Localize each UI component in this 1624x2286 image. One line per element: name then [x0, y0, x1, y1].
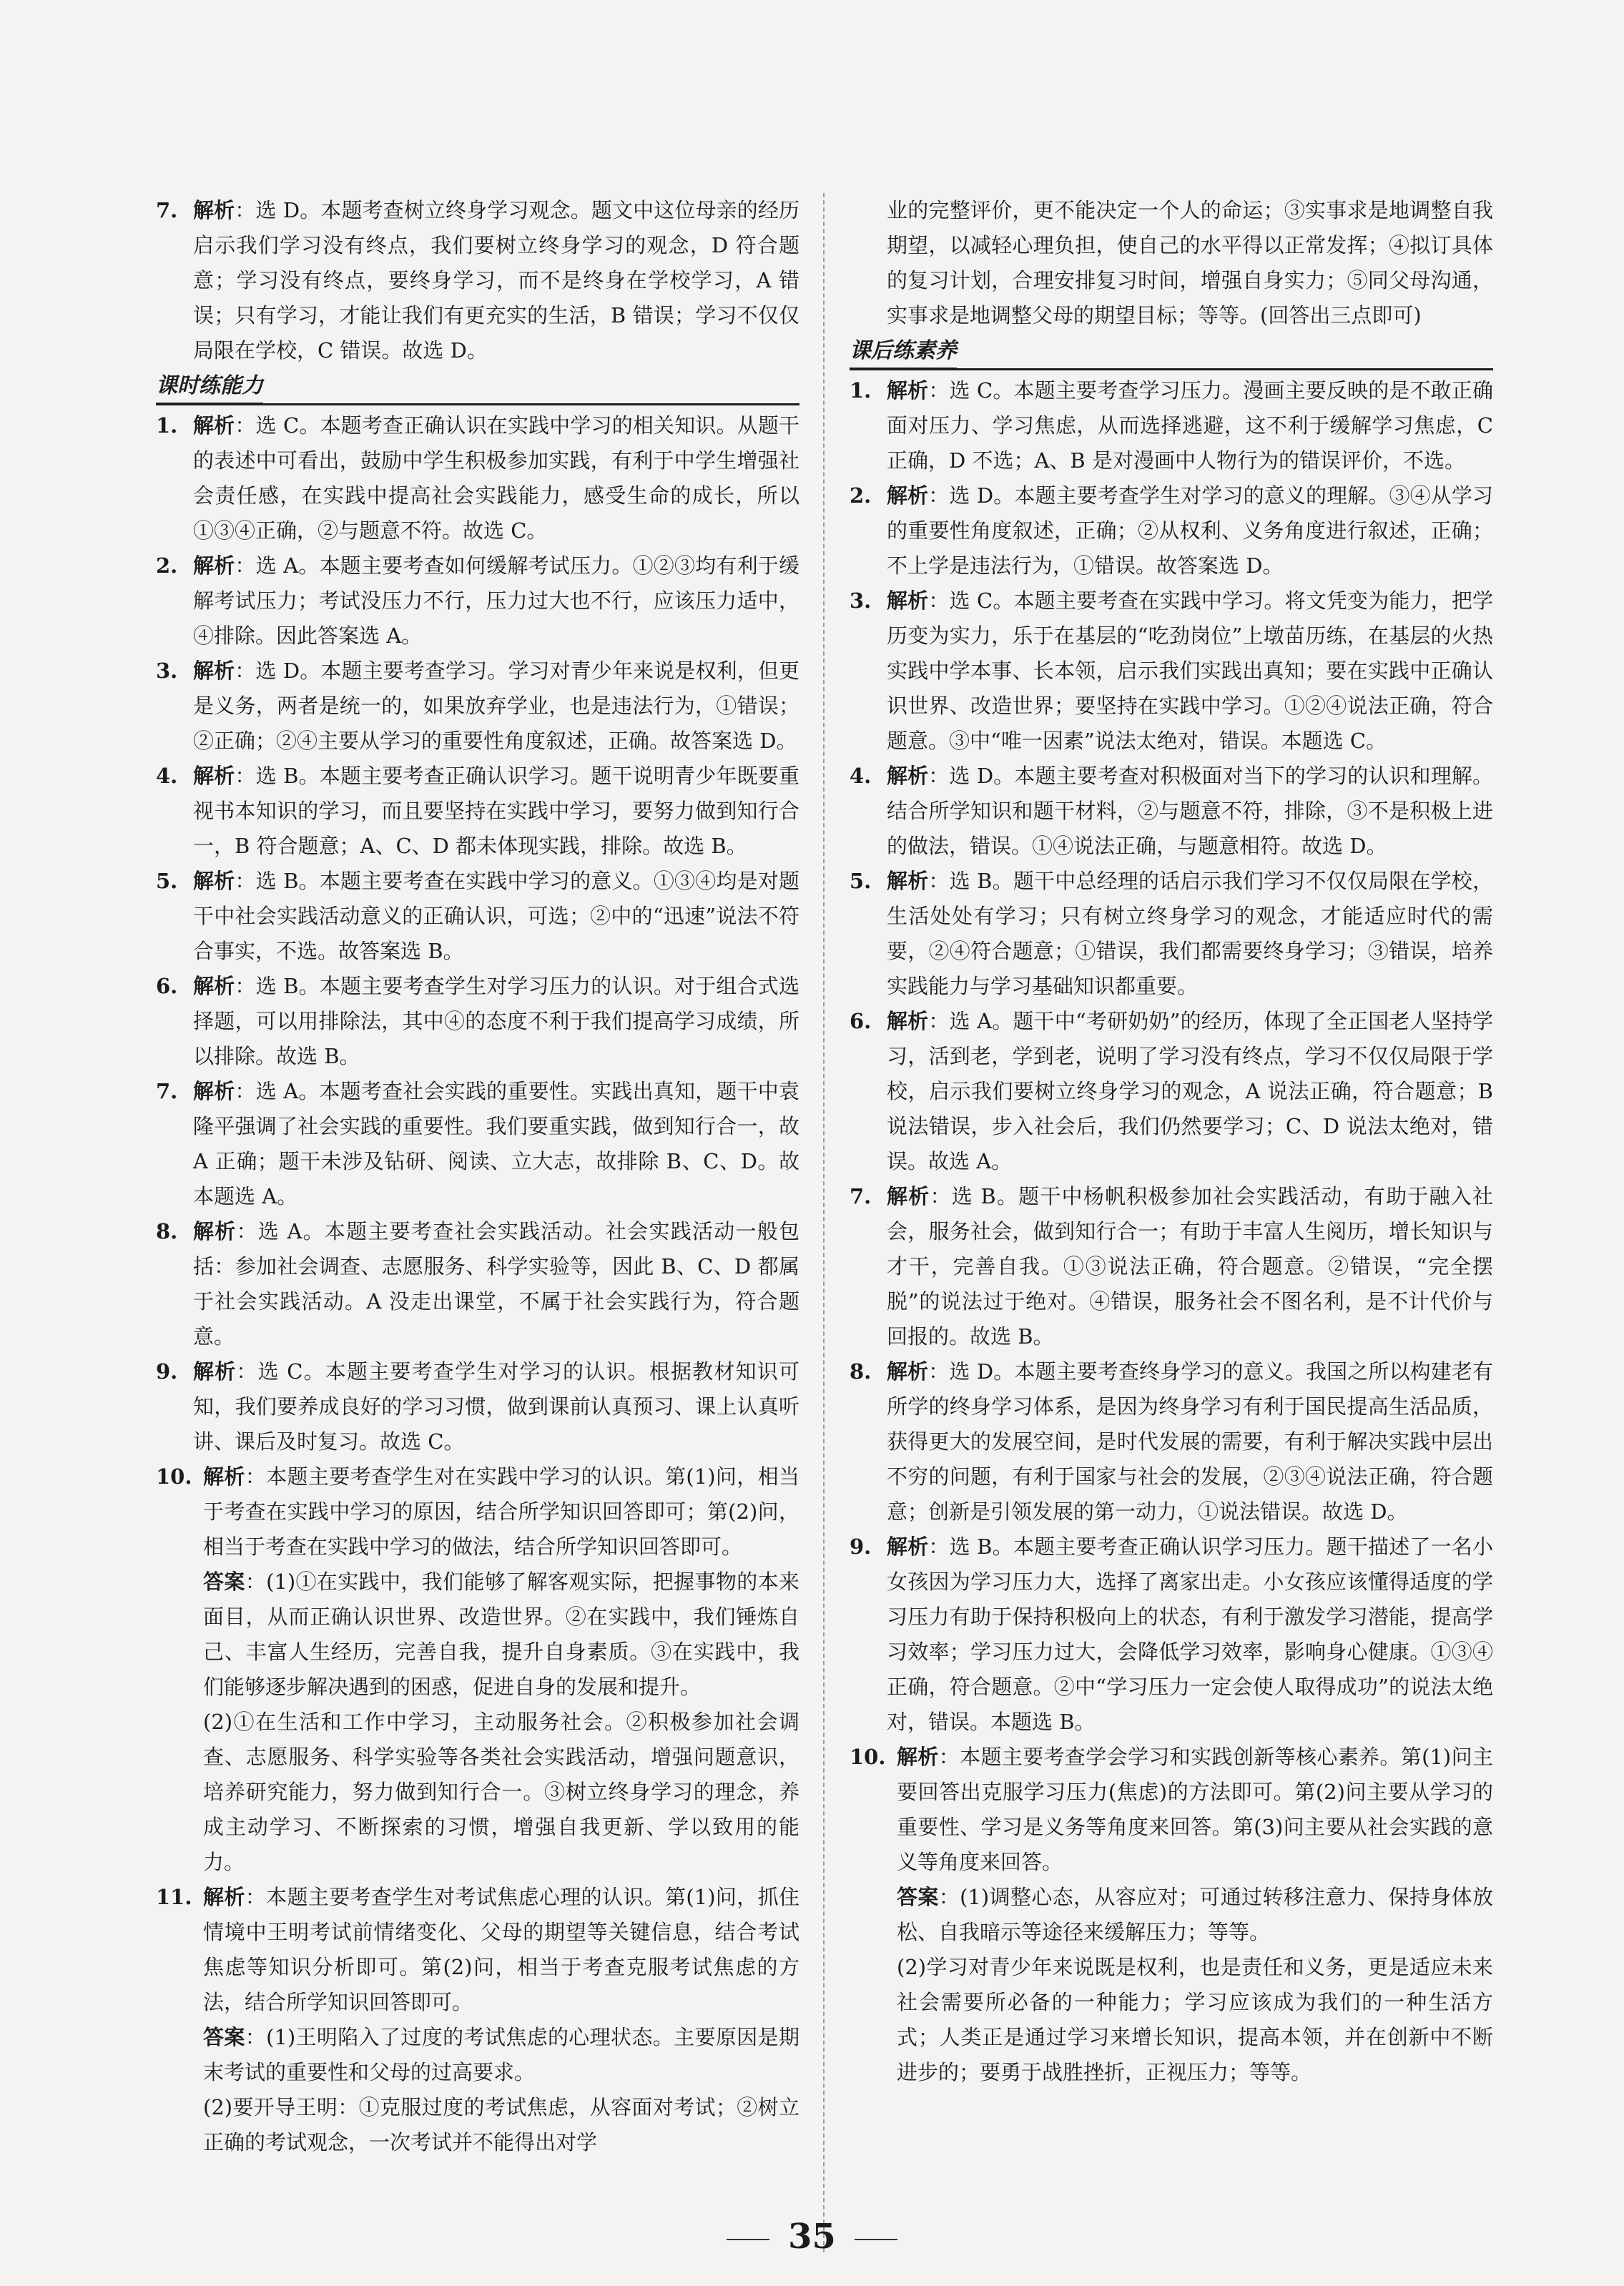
- analysis-label: 解析: [193, 869, 235, 893]
- intro-line: 是终身在学校学习，A 错误；只有学习，才能让我们有更: [193, 268, 799, 327]
- item-text: ：选 D。本题主要考查终身学习的意义。我国之所以构建老有所学的终身学习体系，是因为终身学习有利于国民提高生活品质，获得更大的发展空间，是时代发展的需要，有利于解决实践中层出不穷的问题，有利于国家与社会的发展，②③④说法正确，符合题意；创新是引领发展的第一动力，①说法错误。故选 D。: [887, 1359, 1493, 1524]
- intro-line: 习的观念，D 符合题意；学习没有终点，要终身学习，而不: [193, 233, 799, 292]
- answer-item: [850, 759, 1493, 864]
- answer-item: [156, 654, 799, 759]
- item-text: ：选 A。本题主要考查如何缓解考试压力。①②③均有利于缓解考试压力；考试没压力不行，压力过大也不行，应该压力适中，④排除。因此答案选 A。: [193, 553, 799, 648]
- item-number: 1.: [156, 413, 178, 438]
- item-number: 6.: [156, 974, 178, 998]
- answer-item: [156, 969, 799, 1074]
- analysis-label: 解析: [887, 1534, 929, 1559]
- item-number: 7.: [850, 1184, 872, 1208]
- answer-item: [156, 1074, 799, 1214]
- answer-text: (2)要开导王明：①克服过度的考试焦虑，从容面对考试；②树立正确的考试观念，一次考试并不能得出对学: [203, 2095, 799, 2154]
- answer-block: [156, 1705, 799, 1880]
- answer-label: 答案: [897, 1885, 939, 1909]
- answer-label: 答案: [203, 2025, 245, 2049]
- continued-text: 业的完整评价，更不能决定一个人的命运；③实事求是地调整自我期望，以减轻心理负担，使自己的水平得以正常发挥；④拟订具体的复习计划，合理安排复习时间，增强自身实力；⑤同父母沟通，实事求是地调整父母的期望目标；等等。(回答出三点即可): [887, 198, 1493, 327]
- section-heading: [850, 335, 1493, 370]
- answer-item: [850, 1529, 1493, 1740]
- intro-line: 母亲的经历启示我们学习没有终点，我们要树立终身学: [193, 198, 799, 257]
- answer-text: ：(1)王明陷入了过度的考试焦虑的心理状态。主要原因是期末考试的重要性和父母的过高要求。: [203, 2025, 799, 2084]
- left-intro-item: [156, 193, 799, 368]
- intro-line: ：选 D。本题考查树立终身学习观念。题文中这位: [235, 198, 696, 222]
- item-number: 11.: [156, 1885, 192, 1909]
- intro-line: 故选 D。: [402, 338, 488, 363]
- answer-item: [850, 373, 1493, 478]
- analysis-label: 解析: [887, 1184, 930, 1208]
- answer-text: ：(1)①在实践中，我们能够了解客观实际，把握事物的本来面目，从而正确认识世界、改造世界。②在实践中，我们锤炼自己、丰富人生经历，完善自我，提升自身素质。③在实践中，我们能够逐步解决遇到的困惑，促进自身的发展和提升。: [203, 1570, 799, 1699]
- left-column: [156, 193, 799, 2160]
- answer-text: (2)①在生活和工作中学习，主动服务社会。②积极参加社会调查、志愿服务、科学实验等各类社会实践活动，增强问题意识，培养研究能力，努力做到知行合一。③树立终身学习的理念，养成主动学习、不断探索的习惯，增强自我更新、学以致用的能力。: [203, 1710, 799, 1874]
- answer-item: [850, 1004, 1493, 1179]
- section-title: 课后练素养: [850, 335, 957, 370]
- analysis-label: 解析: [887, 588, 929, 613]
- intro-line: 充实的生活，B 错误；学习不仅仅局限在学校，C 错误。: [193, 303, 799, 363]
- analysis-label: 解析: [203, 1885, 245, 1909]
- analysis-label: 解析: [887, 1359, 929, 1384]
- answer-item: [850, 583, 1493, 759]
- item-number: 3.: [156, 659, 178, 683]
- right-column: [850, 193, 1493, 2090]
- analysis-label: 解析: [887, 764, 929, 788]
- analysis-label: 解析: [887, 869, 929, 893]
- item-text: ：本题主要考查学生对考试焦虑心理的认识。第(1)问，抓住情境中王明考试前情绪变化、父母的期望等关键信息，结合考试焦虑等知识分析即可。第(2)问，相当于考查克服考试焦虑的方法，结合所学知识回答即可。: [203, 1885, 799, 2014]
- item-number: 9.: [156, 1359, 178, 1384]
- answer-item: [850, 478, 1493, 583]
- page-number-dash: [727, 2239, 769, 2240]
- item-number: 9.: [850, 1534, 872, 1559]
- answer-item: [850, 1179, 1493, 1354]
- answer-block: [850, 1950, 1493, 2090]
- answer-item: [156, 408, 799, 548]
- item-text: ：选 B。本题主要考查正确认识学习压力。题干描述了一名小女孩因为学习压力大，选择了离家出走。小女孩应该懂得适度的学习压力有助于保持积极向上的状态，有利于激发学习潜能，提高学习效率；学习压力过大，会降低学习效率，影响身心健康。①③④正确，符合题意。②中“学习压力一定会使人取得成功”的说法太绝对，错误。本题选 B。: [887, 1534, 1493, 1734]
- column-divider: [823, 193, 825, 2252]
- item-number: 2.: [156, 553, 178, 578]
- section-title: 课时练能力: [156, 370, 263, 405]
- item-text: ：选 D。本题主要考查学习。学习对青少年来说是权利，但更是义务，两者是统一的，如果放弃学业，也是违法行为，①错误；②正确；②④主要从学习的重要性角度叙述，正确。故答案选 D。: [193, 659, 799, 753]
- item-text: ：选 A。本题主要考查社会实践活动。社会实践活动一般包括：参加社会调查、志愿服务、科学实验等，因此 B、C、D 都属于社会实践活动。A 没走出课堂，不属于社会实践行为，符合题意。: [193, 1219, 799, 1349]
- analysis-label: 解析: [193, 1359, 237, 1384]
- item-number: 4.: [156, 764, 178, 788]
- analysis-label: 解析: [193, 198, 235, 222]
- item-number: 4.: [850, 764, 872, 788]
- answer-item: [156, 1354, 799, 1459]
- page-number-dash: [855, 2239, 897, 2240]
- analysis-label: 解析: [193, 764, 235, 788]
- item-text: ：选 C。本题主要考查学生对学习的认识。根据教材知识可知，我们要养成良好的学习习惯，做到课前认真预习、课上认真听讲、课后及时复习。故选 C。: [193, 1359, 799, 1454]
- analysis-label: 解析: [897, 1745, 939, 1769]
- item-number: 7.: [156, 198, 178, 222]
- analysis-label: 解析: [887, 1009, 929, 1033]
- answer-text: (2)学习对青少年来说既是权利，也是责任和义务，更是适应未来社会需要所必备的一种能力；学习应该成为我们的一种生活方式；人类正是通过学习来增长知识，提高本领，并在创新中不断进步的；要勇于战胜挫折，正视压力；等等。: [897, 1955, 1493, 2084]
- item-number: 6.: [850, 1009, 872, 1033]
- answer-item: [156, 548, 799, 654]
- item-number: 8.: [156, 1219, 178, 1243]
- answer-item: [850, 1740, 1493, 1880]
- answer-item: [156, 864, 799, 969]
- answer-block: [850, 1880, 1493, 1950]
- item-text: ：选 C。本题考查正确认识在实践中学习的相关知识。从题干的表述中可看出，鼓励中学生积极参加实践，有利于中学生增强社会责任感，在实践中提高社会实践能力，感受生命的成长，所以①③④正确，②与题意不符。故选 C。: [193, 413, 799, 543]
- item-text: ：选 B。本题主要考查在实践中学习的意义。①③④均是对题干中社会实践活动意义的正确认识，可选；②中的“迅速”说法不符合事实，不选。故答案选 B。: [193, 869, 799, 963]
- analysis-label: 解析: [193, 1079, 235, 1103]
- item-text: ：选 B。本题主要考查学生对学习压力的认识。对于组合式选择题，可以用排除法，其中④的态度不利于我们提高学习成绩，所以排除。故选 B。: [193, 974, 799, 1068]
- analysis-label: 解析: [193, 974, 235, 998]
- item-number: 8.: [850, 1359, 872, 1384]
- item-text: ：选 A。题干中“考研奶奶”的经历，体现了全正国老人坚持学习，活到老，学到老，说明了学习没有终点，学习不仅仅局限于学校，启示我们要树立终身学习的观念，A 说法正确，符合题意；B 说法错误，步入社会后，我们仍然要学习；C、D 说法太绝对，错误。故选 A。: [887, 1009, 1493, 1173]
- item-number: 3.: [850, 588, 872, 613]
- analysis-label: 解析: [193, 413, 235, 438]
- item-number: 7.: [156, 1079, 178, 1103]
- item-number: 5.: [850, 869, 872, 893]
- answer-item: [156, 1214, 799, 1354]
- item-number: 2.: [850, 483, 872, 508]
- item-text: ：选 B。题干中杨帆积极参加社会实践活动，有助于融入社会，服务社会，做到知行合一；有助于丰富人生阅历，增长知识与才干，完善自我。①③说法正确，符合题意。②错误，“完全摆脱”的说法过于绝对。④错误，服务社会不图名利，是不计代价与回报的。故选 B。: [887, 1184, 1493, 1349]
- item-text: ：本题主要考查学生对在实践中学习的认识。第(1)问，相当于考查在实践中学习的原因，结合所学知识回答即可；第(2)问，相当于考查在实践中学习的做法，结合所学知识回答即可。: [203, 1464, 799, 1559]
- item-text: ：选 C。本题主要考查学习压力。漫画主要反映的是不敢正确面对压力、学习焦虑，从而选择逃避，这不利于缓解学习焦虑，C 正确，D 不选；A、B 是对漫画中人物行为的错误评价，不选。: [887, 378, 1493, 473]
- answer-text: ：(1)调整心态，从容应对；可通过转移注意力、保持身体放松、自我暗示等途径来缓解压力；等等。: [897, 1885, 1493, 1944]
- item-text: ：选 C。本题主要考查在实践中学习。将文凭变为能力，把学历变为实力，乐于在基层的“吃劲岗位”上墩苗历练，在基层的火热实践中学本事、长本领，启示我们实践出真知；要在实践中正确认识世界、改造世界；要坚持在实践中学习。①②④说法正确，符合题意。③中“唯一因素”说法太绝对，错误。本题选 C。: [887, 588, 1493, 753]
- analysis-label: 解析: [193, 1219, 237, 1243]
- analysis-label: 解析: [887, 483, 929, 508]
- item-number: 1.: [850, 378, 872, 403]
- answer-item: [156, 759, 799, 864]
- section-heading: [156, 370, 799, 405]
- answer-item: [156, 1880, 799, 2020]
- item-text: ：选 D。本题主要考查学生对学习的意义的理解。③④从学习的重要性角度叙述，正确；②从权利、义务角度进行叙述，正确；不上学是违法行为，①错误。故答案选 D。: [887, 483, 1493, 578]
- answer-label: 答案: [203, 1570, 245, 1594]
- answer-item: [156, 1459, 799, 1565]
- page-number-text: 35: [788, 2217, 836, 2257]
- item-number: 10.: [156, 1464, 192, 1489]
- analysis-label: 解析: [203, 1464, 245, 1489]
- item-text: ：本题主要考查学会学习和实践创新等核心素养。第(1)问主要回答出克服学习压力(焦虑)的方法即可。第(2)问主要从学习的重要性、学习是义务等角度来回答。第(3)问主要从社会实践的意义等角度来回答。: [897, 1745, 1493, 1874]
- item-text: ：选 A。本题考查社会实践的重要性。实践出真知，题干中袁隆平强调了社会实践的重要性。我们要重实践，做到知行合一，故 A 正确；题干未涉及钻研、阅读、立大志，故排除 B、C、D。故本题选 A。: [193, 1079, 799, 1208]
- item-number: 5.: [156, 869, 178, 893]
- answer-block: [156, 2020, 799, 2090]
- page-number: [0, 2217, 1624, 2257]
- analysis-label: 解析: [193, 659, 235, 683]
- item-number: 10.: [850, 1745, 886, 1769]
- answer-block: [156, 1565, 799, 1705]
- answer-block: [156, 2090, 799, 2160]
- item-text: ：选 B。本题主要考查正确认识学习。题干说明青少年既要重视书本知识的学习，而且要坚持在实践中学习，要努力做到知行合一，B 符合题意；A、C、D 都未体现实践，排除。故选 B。: [193, 764, 799, 858]
- item-text: ：选 D。本题主要考查对积极面对当下的学习的认识和理解。结合所学知识和题干材料，②与题意不符，排除，③不是积极上进的做法，错误。①④说法正确，与题意相符。故选 D。: [887, 764, 1493, 858]
- item-text: ：选 B。题干中总经理的话启示我们学习不仅仅局限在学校，生活处处有学习；只有树立终身学习的观念，才能适应时代的需要，②④符合题意；①错误，我们都需要终身学习；③错误，培养实践能力与学习基础知识都重要。: [887, 869, 1493, 998]
- analysis-label: 解析: [193, 553, 235, 578]
- answer-item: [850, 864, 1493, 1004]
- answer-item: [850, 1354, 1493, 1529]
- analysis-label: 解析: [887, 378, 929, 403]
